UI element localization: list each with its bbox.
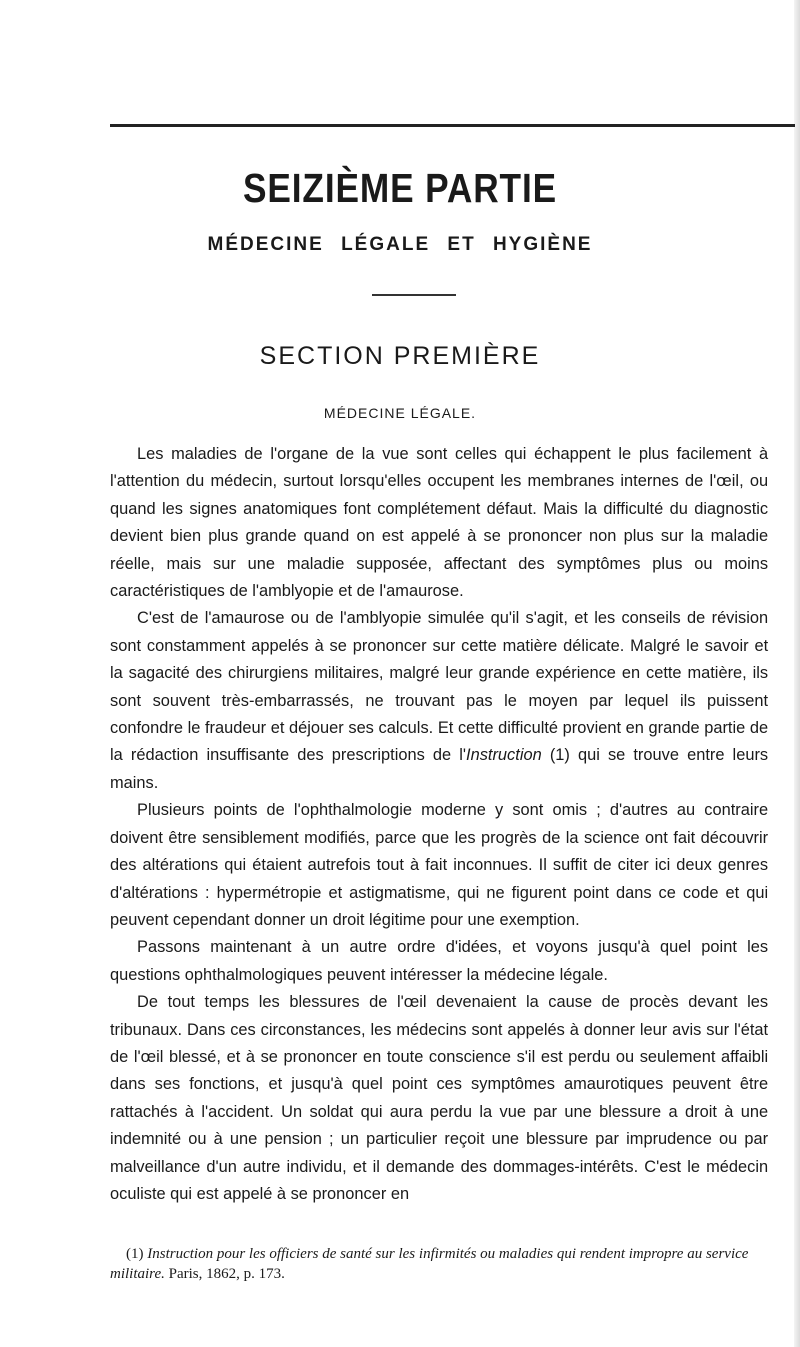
page-edge <box>794 0 800 1347</box>
part-title: SEIZIÈME PARTIE <box>243 165 557 211</box>
paragraph: De tout temps les blessures de l'œil devenaient la cause de procès devant les tribunaux. Dans ces circonstances, les médecins sont appelés à donner leur avis sur l'état de l'œil blessé, et à se prononcer en toute conscience s'il est perdu ou seulement affaibli dans ses fonctions, et jusqu'à quel point ces symptômes amaurotiques peuvent être rattachés à l'accident. Un soldat qui aura perdu la vue par une blessure a droit à une indemnité ou à une pension ; un particulier reçoit une blessure par imprudence ou par malveillance d'un autre individu, et il demande des dommages-intérêts. C'est le médecin oculiste qui est appelé à se prononcer en <box>110 992 769 1203</box>
body-text <box>110 440 768 1207</box>
footnote <box>110 1244 792 1284</box>
section-title: SECTION PREMIÈRE <box>259 342 541 370</box>
footnote-italic-text: Instruction pour les officiers de santé sur les infirmités ou maladies qui rendent impropre au service militaire. <box>110 1246 749 1282</box>
paragraph <box>110 604 768 796</box>
part-subtitle: MÉDECINE LÉGALE ET HYGIÈNE <box>207 234 593 255</box>
footnote-marker: (1) <box>126 1246 148 1262</box>
section-divider <box>372 294 456 296</box>
text-run: C'est de l'amaurose ou de l'amblyopie simulée qu'il s'agit, et les conseils de révision sont constamment appelés à se prononcer sur cette matière délicate. Malgré le savoir et la sagacité des chirurgiens militaires, malgré leur grande expérience en cette matière, ils sont souvent très-embarrassés, ne trouvant pas le moyen par lequel ils puissent confondre le fraudeur et déjouer ses calculs. Et cette difficulté provient en grande partie de la rédaction insuffisante des prescriptions de <box>110 608 769 765</box>
section-subtitle: MÉDECINE LÉGALE. <box>323 405 477 421</box>
paragraph: Passons maintenant à un autre ordre d'idées, et voyons jusqu'à quel point les questions ophthalmologiques peuvent intéresser la médecine légale. <box>110 937 769 984</box>
footnote-reference: (1) <box>541 745 578 765</box>
text-run: qui se trouve entre leurs mains. <box>110 745 769 792</box>
paragraph: Les maladies de l'organe de la vue sont celles qui échappent le plus facilement à l'attention du médecin, surtout lorsqu'elles occupent les membranes internes de l'œil, ou quand les signes anatomiques font complétement défaut. Mais la difficulté du diagnostic devient bien plus grande quand on est appelé à se prononcer non plus sur la maladie réelle, mais sur une maladie supposée, affectant des symptômes plus ou moins caractéristiques de l'amblyopie et de l'amaurose. <box>110 444 769 601</box>
paragraph: Plusieurs points de l'ophthalmologie moderne y sont omis ; d'autres au contraire doivent être sensiblement modifiés, parce que les progrès de la science ont fait découvrir des altérations qui étaient autrefois tout à fait inconnues. Il suffit de citer ici deux genres d'altérations : hypermétropie et astigmatisme, qui ne figurent point dans ce code et qui peuvent cependant donner un droit légitime pour une exemption. <box>110 800 769 929</box>
footnote-text: Paris, 1862, p. 173. <box>164 1266 285 1282</box>
top-rule <box>110 124 795 127</box>
text-run: l' <box>459 745 467 765</box>
italic-text-run: Instruction <box>466 745 542 765</box>
